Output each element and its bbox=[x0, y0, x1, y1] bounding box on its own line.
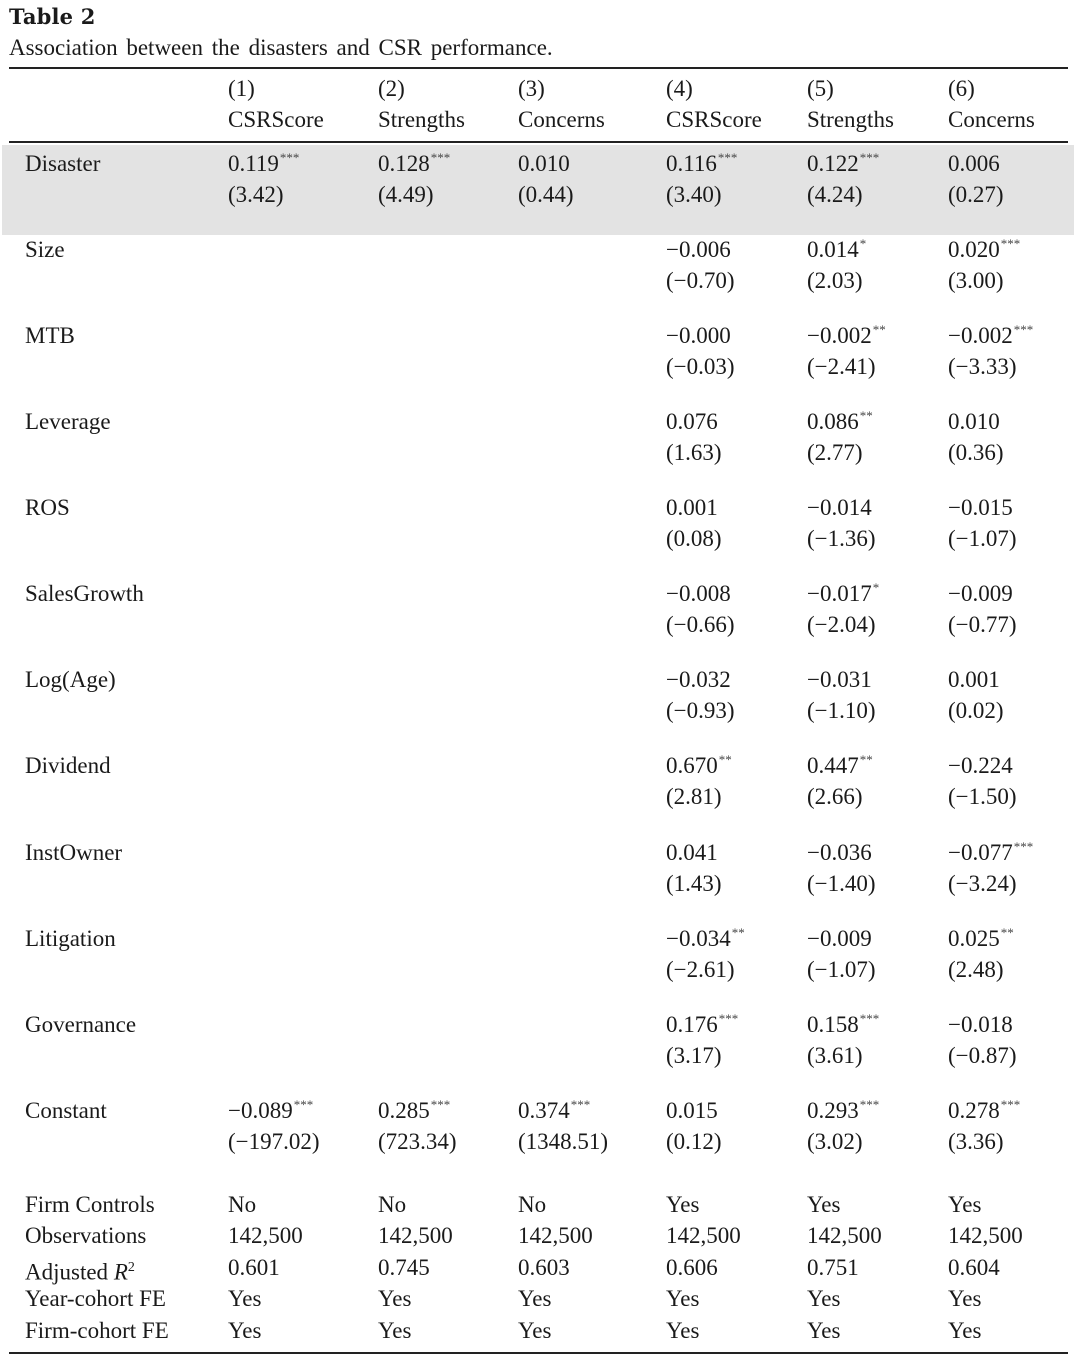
coefficient-value: 0.001 bbox=[666, 495, 718, 520]
table-caption: Association between the disasters and CSR performance. bbox=[9, 35, 553, 60]
coefficient bbox=[807, 750, 873, 784]
t-statistic: (−2.41) bbox=[807, 354, 876, 379]
coefficient-value: 0.176 bbox=[666, 1012, 718, 1037]
row-label: Disaster bbox=[25, 151, 101, 176]
column-number: (1) bbox=[228, 76, 255, 101]
footer-value: Yes bbox=[807, 1192, 841, 1217]
coefficient-value: 0.020 bbox=[948, 237, 1000, 262]
footer-value: Yes bbox=[666, 1286, 700, 1311]
coefficient-value: 0.122 bbox=[807, 151, 859, 176]
coefficient bbox=[666, 1095, 718, 1126]
coefficient bbox=[948, 148, 1000, 179]
column-header: Strengths bbox=[378, 107, 465, 132]
footer-label-symbol: R bbox=[108, 1259, 128, 1285]
coefficient bbox=[948, 492, 1013, 523]
footer-value: 0.604 bbox=[948, 1255, 1000, 1280]
t-statistic: (−3.33) bbox=[948, 354, 1017, 379]
footer-label-superscript: 2 bbox=[127, 1260, 135, 1275]
t-statistic: (0.12) bbox=[666, 1129, 722, 1154]
footer-value: 0.751 bbox=[807, 1255, 859, 1280]
significance-stars: *** bbox=[859, 150, 880, 165]
row-label: ROS bbox=[25, 495, 70, 520]
coefficient bbox=[807, 664, 872, 695]
coefficient-value: −0.017 bbox=[807, 581, 872, 606]
footer-value: 142,500 bbox=[807, 1223, 882, 1248]
t-statistic: (2.66) bbox=[807, 784, 863, 809]
coefficient bbox=[948, 320, 1033, 354]
t-statistic: (−1.10) bbox=[807, 698, 876, 723]
column-header: CSRScore bbox=[666, 107, 762, 132]
coefficient-value: 0.293 bbox=[807, 1098, 859, 1123]
significance-stars: * bbox=[872, 580, 880, 595]
footer-label bbox=[25, 1315, 169, 1346]
footer-value: 0.603 bbox=[518, 1255, 570, 1280]
t-statistic: (3.42) bbox=[228, 182, 284, 207]
t-statistic: (0.36) bbox=[948, 440, 1004, 465]
row-label: Size bbox=[25, 237, 65, 262]
column-number: (2) bbox=[378, 76, 405, 101]
footer-value: 0.745 bbox=[378, 1255, 430, 1280]
coefficient-value: −0.006 bbox=[666, 237, 731, 262]
coefficient-value: −0.031 bbox=[807, 667, 872, 692]
significance-stars: *** bbox=[718, 1011, 739, 1026]
coefficient bbox=[807, 1095, 879, 1129]
footer-value: No bbox=[378, 1192, 407, 1217]
footer-value: Yes bbox=[518, 1318, 552, 1343]
row-label: MTB bbox=[25, 323, 75, 348]
coefficient bbox=[378, 1095, 450, 1129]
significance-stars: ** bbox=[859, 408, 873, 423]
significance-stars: ** bbox=[1000, 925, 1014, 940]
t-statistic: (4.49) bbox=[378, 182, 434, 207]
t-statistic: (−0.77) bbox=[948, 612, 1017, 637]
header-rule bbox=[9, 141, 1068, 143]
coefficient-value: −0.077 bbox=[948, 840, 1013, 865]
coefficient-value: −0.224 bbox=[948, 753, 1013, 778]
coefficient bbox=[807, 923, 872, 954]
significance-stars: *** bbox=[859, 1097, 880, 1112]
coefficient bbox=[666, 664, 731, 695]
footer-label-text: Firm-cohort FE bbox=[25, 1318, 169, 1343]
coefficient-value: 0.041 bbox=[666, 840, 718, 865]
t-statistic: (3.61) bbox=[807, 1043, 863, 1068]
t-statistic: (−0.66) bbox=[666, 612, 735, 637]
coefficient bbox=[518, 1095, 590, 1129]
coefficient-value: 0.447 bbox=[807, 753, 859, 778]
footer-value: Yes bbox=[378, 1318, 412, 1343]
coefficient bbox=[948, 234, 1020, 268]
significance-stars: ** bbox=[872, 322, 886, 337]
coefficient bbox=[807, 578, 879, 612]
t-statistic: (3.36) bbox=[948, 1129, 1004, 1154]
t-statistic: (1348.51) bbox=[518, 1129, 609, 1154]
coefficient-value: −0.089 bbox=[228, 1098, 293, 1123]
coefficient-value: −0.002 bbox=[807, 323, 872, 348]
coefficient bbox=[666, 1009, 738, 1043]
coefficient bbox=[948, 750, 1013, 781]
coefficient bbox=[666, 923, 745, 957]
coefficient bbox=[948, 923, 1014, 957]
coefficient bbox=[807, 320, 886, 354]
footer-label-text: Year-cohort FE bbox=[25, 1286, 166, 1311]
t-statistic: (−1.07) bbox=[948, 526, 1017, 551]
t-statistic: (−1.36) bbox=[807, 526, 876, 551]
coefficient-value: 0.670 bbox=[666, 753, 718, 778]
coefficient-value: −0.009 bbox=[807, 926, 872, 951]
coefficient-value: 0.076 bbox=[666, 409, 718, 434]
coefficient-value: −0.032 bbox=[666, 667, 731, 692]
t-statistic: (723.34) bbox=[378, 1129, 457, 1154]
coefficient-value: 0.001 bbox=[948, 667, 1000, 692]
coefficient bbox=[807, 492, 872, 523]
coefficient bbox=[228, 148, 299, 182]
significance-stars: ** bbox=[731, 925, 745, 940]
significance-stars: *** bbox=[859, 1011, 880, 1026]
coefficient bbox=[807, 406, 873, 440]
footer-value: No bbox=[228, 1192, 257, 1217]
row-label: Leverage bbox=[25, 409, 111, 434]
t-statistic: (−1.40) bbox=[807, 871, 876, 896]
coefficient bbox=[807, 148, 879, 182]
coefficient-value: 0.119 bbox=[228, 151, 279, 176]
footer-label bbox=[25, 1283, 166, 1314]
coefficient bbox=[666, 234, 731, 265]
column-header: Concerns bbox=[948, 107, 1035, 132]
coefficient bbox=[666, 320, 731, 351]
significance-stars: *** bbox=[279, 150, 300, 165]
footer-value: Yes bbox=[948, 1192, 982, 1217]
coefficient-value: −0.034 bbox=[666, 926, 731, 951]
coefficient-value: 0.128 bbox=[378, 151, 430, 176]
significance-stars: *** bbox=[1013, 839, 1034, 854]
row-label: InstOwner bbox=[25, 840, 123, 865]
footer-value: Yes bbox=[948, 1318, 982, 1343]
coefficient bbox=[666, 406, 718, 437]
significance-stars: *** bbox=[1000, 236, 1021, 251]
t-statistic: (−0.87) bbox=[948, 1043, 1017, 1068]
footer-value: Yes bbox=[807, 1318, 841, 1343]
t-statistic: (3.40) bbox=[666, 182, 722, 207]
coefficient-value: −0.015 bbox=[948, 495, 1013, 520]
row-label: SalesGrowth bbox=[25, 581, 144, 606]
bottom-rule bbox=[9, 1352, 1068, 1354]
coefficient bbox=[948, 578, 1013, 609]
row-label: Constant bbox=[25, 1098, 107, 1123]
row-label: Dividend bbox=[25, 753, 111, 778]
coefficient-value: 0.116 bbox=[666, 151, 717, 176]
t-statistic: (3.00) bbox=[948, 268, 1004, 293]
footer-label-text: Observations bbox=[25, 1223, 147, 1248]
footer-label bbox=[25, 1189, 155, 1220]
coefficient bbox=[948, 406, 1000, 437]
coefficient-value: −0.009 bbox=[948, 581, 1013, 606]
t-statistic: (−2.04) bbox=[807, 612, 876, 637]
coefficient-value: −0.018 bbox=[948, 1012, 1013, 1037]
t-statistic: (−197.02) bbox=[228, 1129, 320, 1154]
column-number: (3) bbox=[518, 76, 545, 101]
t-statistic: (1.63) bbox=[666, 440, 722, 465]
t-statistic: (−2.61) bbox=[666, 957, 735, 982]
t-statistic: (−0.03) bbox=[666, 354, 735, 379]
significance-stars: *** bbox=[717, 150, 738, 165]
row-label: Governance bbox=[25, 1012, 137, 1037]
coefficient bbox=[807, 1009, 879, 1043]
coefficient-value: 0.010 bbox=[948, 409, 1000, 434]
t-statistic: (−0.70) bbox=[666, 268, 735, 293]
coefficient-value: 0.025 bbox=[948, 926, 1000, 951]
significance-stars: *** bbox=[293, 1097, 314, 1112]
coefficient bbox=[948, 1009, 1013, 1040]
t-statistic: (2.77) bbox=[807, 440, 863, 465]
footer-value: Yes bbox=[378, 1286, 412, 1311]
coefficient-value: 0.014 bbox=[807, 237, 859, 262]
coefficient bbox=[807, 837, 872, 868]
t-statistic: (1.43) bbox=[666, 871, 722, 896]
footer-value: 142,500 bbox=[378, 1223, 453, 1248]
t-statistic: (2.81) bbox=[666, 784, 722, 809]
coefficient-value: 0.158 bbox=[807, 1012, 859, 1037]
coefficient bbox=[666, 148, 737, 182]
t-statistic: (−3.24) bbox=[948, 871, 1017, 896]
footer-label-text: Firm Controls bbox=[25, 1192, 155, 1217]
coefficient-value: −0.008 bbox=[666, 581, 731, 606]
coefficient bbox=[948, 664, 1000, 695]
coefficient-value: −0.036 bbox=[807, 840, 872, 865]
significance-stars: ** bbox=[718, 752, 732, 767]
footer-value: 0.606 bbox=[666, 1255, 718, 1280]
column-number: (4) bbox=[666, 76, 693, 101]
footer-value: 142,500 bbox=[666, 1223, 741, 1248]
coefficient-value: −0.002 bbox=[948, 323, 1013, 348]
row-label: Log(Age) bbox=[25, 667, 116, 692]
t-statistic: (3.02) bbox=[807, 1129, 863, 1154]
significance-stars: *** bbox=[430, 150, 451, 165]
footer-value: Yes bbox=[807, 1286, 841, 1311]
t-statistic: (0.44) bbox=[518, 182, 574, 207]
coefficient bbox=[228, 1095, 313, 1129]
t-statistic: (4.24) bbox=[807, 182, 863, 207]
t-statistic: (0.08) bbox=[666, 526, 722, 551]
t-statistic: (−1.50) bbox=[948, 784, 1017, 809]
coefficient-value: 0.006 bbox=[948, 151, 1000, 176]
t-statistic: (2.03) bbox=[807, 268, 863, 293]
t-statistic: (3.17) bbox=[666, 1043, 722, 1068]
column-header: CSRScore bbox=[228, 107, 324, 132]
coefficient bbox=[948, 837, 1033, 871]
footer-value: Yes bbox=[666, 1318, 700, 1343]
significance-stars: ** bbox=[859, 752, 873, 767]
coefficient bbox=[518, 148, 570, 179]
footer-value: 142,500 bbox=[518, 1223, 593, 1248]
significance-stars: * bbox=[859, 236, 867, 251]
column-number: (5) bbox=[807, 76, 834, 101]
significance-stars: *** bbox=[570, 1097, 591, 1112]
table-label: Table 2 bbox=[9, 4, 96, 29]
significance-stars: *** bbox=[430, 1097, 451, 1112]
footer-value: No bbox=[518, 1192, 547, 1217]
t-statistic: (−0.93) bbox=[666, 698, 735, 723]
coefficient bbox=[948, 1095, 1020, 1129]
coefficient bbox=[666, 492, 718, 523]
column-number: (6) bbox=[948, 76, 975, 101]
footer-value: 142,500 bbox=[228, 1223, 303, 1248]
coefficient-value: 0.278 bbox=[948, 1098, 1000, 1123]
coefficient bbox=[378, 148, 450, 182]
footer-value: Yes bbox=[948, 1286, 982, 1311]
significance-stars: *** bbox=[1000, 1097, 1021, 1112]
coefficient-value: −0.014 bbox=[807, 495, 872, 520]
t-statistic: (−1.07) bbox=[807, 957, 876, 982]
coefficient bbox=[807, 234, 866, 268]
coefficient-value: 0.285 bbox=[378, 1098, 430, 1123]
footer-value: Yes bbox=[518, 1286, 552, 1311]
t-statistic: (2.48) bbox=[948, 957, 1004, 982]
t-statistic: (0.02) bbox=[948, 698, 1004, 723]
coefficient-value: 0.010 bbox=[518, 151, 570, 176]
coefficient-value: −0.000 bbox=[666, 323, 731, 348]
footer-value: 0.601 bbox=[228, 1255, 280, 1280]
coefficient-value: 0.374 bbox=[518, 1098, 570, 1123]
footer-label bbox=[25, 1220, 146, 1251]
coefficient-value: 0.015 bbox=[666, 1098, 718, 1123]
row-label: Litigation bbox=[25, 926, 116, 951]
top-rule bbox=[9, 67, 1068, 69]
coefficient bbox=[666, 578, 731, 609]
t-statistic: (0.27) bbox=[948, 182, 1004, 207]
footer-value: Yes bbox=[228, 1286, 262, 1311]
coefficient bbox=[666, 750, 732, 784]
significance-stars: *** bbox=[1013, 322, 1034, 337]
footer-value: 142,500 bbox=[948, 1223, 1023, 1248]
coefficient bbox=[666, 837, 718, 868]
column-header: Concerns bbox=[518, 107, 605, 132]
column-header: Strengths bbox=[807, 107, 894, 132]
footer-value: Yes bbox=[666, 1192, 700, 1217]
coefficient-value: 0.086 bbox=[807, 409, 859, 434]
footer-label-text: Adjusted bbox=[25, 1259, 109, 1285]
footer-value: Yes bbox=[228, 1318, 262, 1343]
